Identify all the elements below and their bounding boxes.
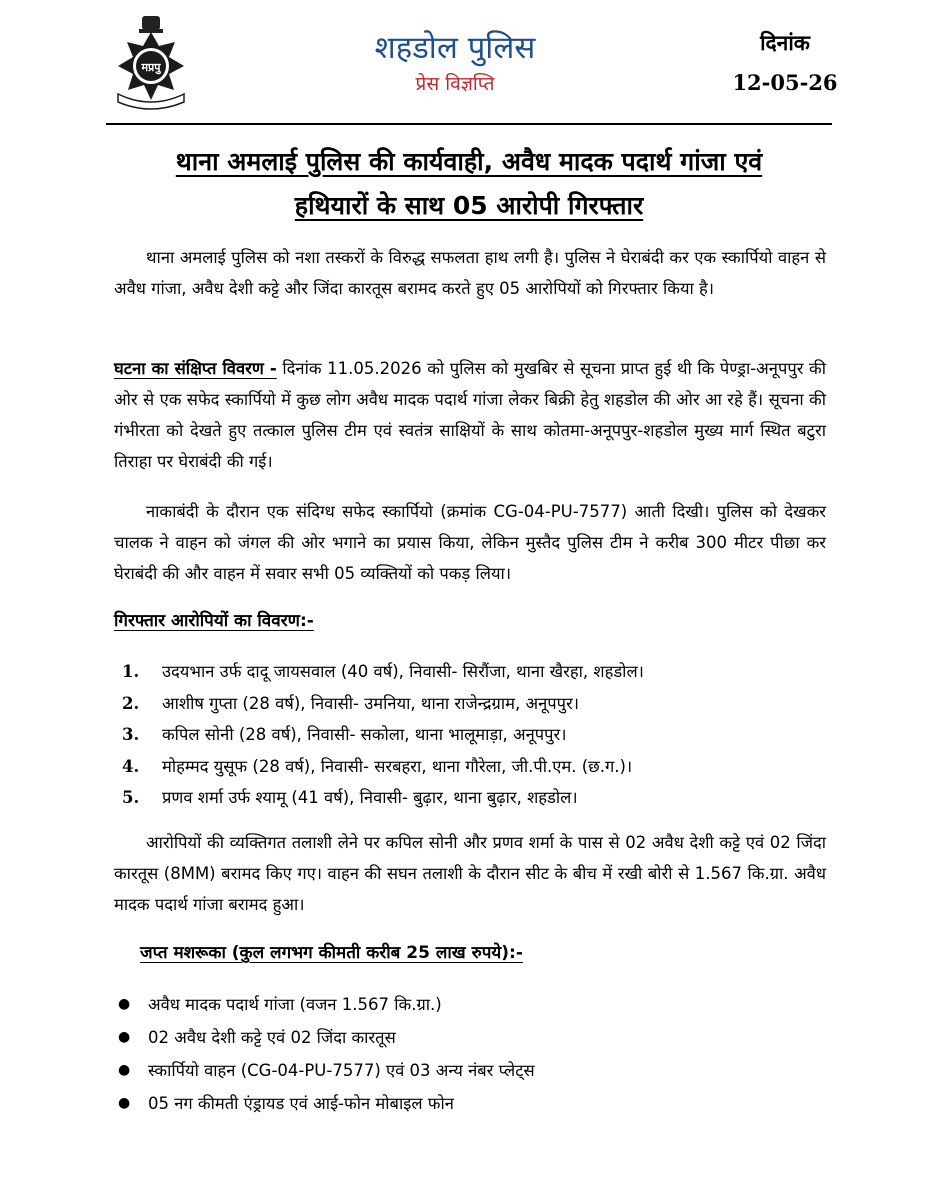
- emblem-text: मप्रपु: [141, 61, 161, 74]
- list-item: 4. मोहम्मद युसूफ (28 वर्ष), निवासी- सरबहरा, थाना गौरेला, जी.पी.एम. (छ.ग.)।: [122, 756, 633, 776]
- list-item: ● 02 अवैध देशी कट्टे एवं 02 जिंदा कारतूस: [118, 1021, 798, 1054]
- list-item: 3. कपिल सोनी (28 वर्ष), निवासी- सकोला, थाना भालूमाड़ा, अनूपपुर।: [122, 725, 567, 744]
- list-item: 2. आशीष गुप्ता (28 वर्ष), निवासी- उमनिया, थाना राजेन्द्रग्राम, अनूपपुर।: [122, 693, 579, 713]
- accused-heading: गिरफ्तार आरोपियों का विवरण:-: [114, 611, 314, 631]
- brand-title: शहडोल पुलिस: [374, 30, 536, 66]
- list-item: 5. प्रणव शर्मा उर्फ श्यामू (41 वर्ष), निवासी- बुढ़ार, थाना बुढ़ार, शहडोल।: [122, 788, 578, 807]
- blockade-paragraph: नाकाबंदी के दौरान एक संदिग्ध सफेद स्कार्पियो (क्रमांक CG-04-PU-7577) आती दिखी। पुलिस को देखकर चालक ने वाहन को जंगल की ओर भगाने का प्रयास किया, लेकिन मुस्तैद पुलिस टीम ने करीब 300 मीटर पीछा कर घेराबंदी की और वाहन में सवार सभी 05 व्यक्तियों को पकड़ लिया।: [114, 502, 826, 583]
- seized-list: [118, 988, 798, 1120]
- headline: [106, 140, 832, 228]
- bullet-icon: ●: [118, 996, 131, 1012]
- date-label: दिनांक: [760, 30, 810, 55]
- list-item: ● स्कार्पियो वाहन (CG-04-PU-7577) एवं 03 अन्य नंबर प्लेट्स: [118, 1054, 798, 1087]
- accused-list: [122, 656, 802, 814]
- bullet-icon: ●: [118, 1062, 131, 1078]
- letterhead: [0, 0, 941, 125]
- list-item: ● 05 नग कीमती एंड्रायड एवं आई-फोन मोबाइल फोन: [118, 1087, 798, 1120]
- brand-subtitle: प्रेस विज्ञप्ति: [415, 73, 495, 95]
- bullet-icon: ●: [118, 1095, 131, 1111]
- summary-text: दिनांक 11.05.2026 को पुलिस को मुखबिर से सूचना प्राप्त हुई थी कि पेण्ड्रा-अनूपपुर की ओर से एक सफेद स्कार्पियो में कुछ लोग अवैध मादक पदार्थ गांजा लेकर बिक्री हेतु शहडोल की ओर आ रहे हैं। सूचना की गंभीरता को देखते हुए तत्काल पुलिस टीम एवं स्वतंत्र साक्षियों के साथ कोतमा-अनूपपुर-शहडोल मुख्य मार्ग स्थित बटुरा तिराहा पर घेराबंदी की गई।: [114, 359, 826, 471]
- intro-paragraph: थाना अमलाई पुलिस को नशा तस्करों के विरुद्ध सफलता हाथ लगी है। पुलिस ने घेराबंदी कर एक स्कार्पियो वाहन से अवैध गांजा, अवैध देशी कट्टे और जिंदा कारतूस बरामद करते हुए 05 आरोपियों को गिरफ्तार किया है।: [114, 248, 826, 298]
- seized-heading: जप्त मशरूका (कुल लगभग कीमती करीब 25 लाख रुपये):-: [140, 943, 523, 963]
- summary-paragraph: [114, 353, 826, 477]
- header-divider: [106, 123, 832, 125]
- headline-line-1: थाना अमलाई पुलिस की कार्यवाही, अवैध मादक पदार्थ गांजा एवं: [175, 147, 763, 176]
- list-item: 1. उदयभान उर्फ दादू जायसवाल (40 वर्ष), निवासी- सिरौंजा, थाना खैरहा, शहडोल।: [122, 662, 644, 681]
- bullet-icon: ●: [118, 1029, 131, 1045]
- headline-line-2: हथियारों के साथ 05 आरोपी गिरफ्तार: [294, 191, 644, 220]
- search-paragraph: आरोपियों की व्यक्तिगत तलाशी लेने पर कपिल सोनी और प्रणव शर्मा के पास से 02 अवैध देशी कट्टे एवं 02 जिंदा कारतूस (8MM) बरामद किए गए। वाहन की सघन तलाशी के दौरान सीट के बीच में रखी बोरी से 1.567 कि.ग्रा. अवैध मादक पदार्थ गांजा बरामद हुआ।: [114, 833, 826, 914]
- summary-lead: घटना का संक्षिप्त विवरण -: [114, 359, 277, 378]
- police-emblem-icon: [106, 14, 196, 114]
- date-value: 12-05-26: [732, 70, 838, 95]
- list-item: ● अवैध मादक पदार्थ गांजा (वजन 1.567 कि.ग्रा.): [118, 988, 798, 1021]
